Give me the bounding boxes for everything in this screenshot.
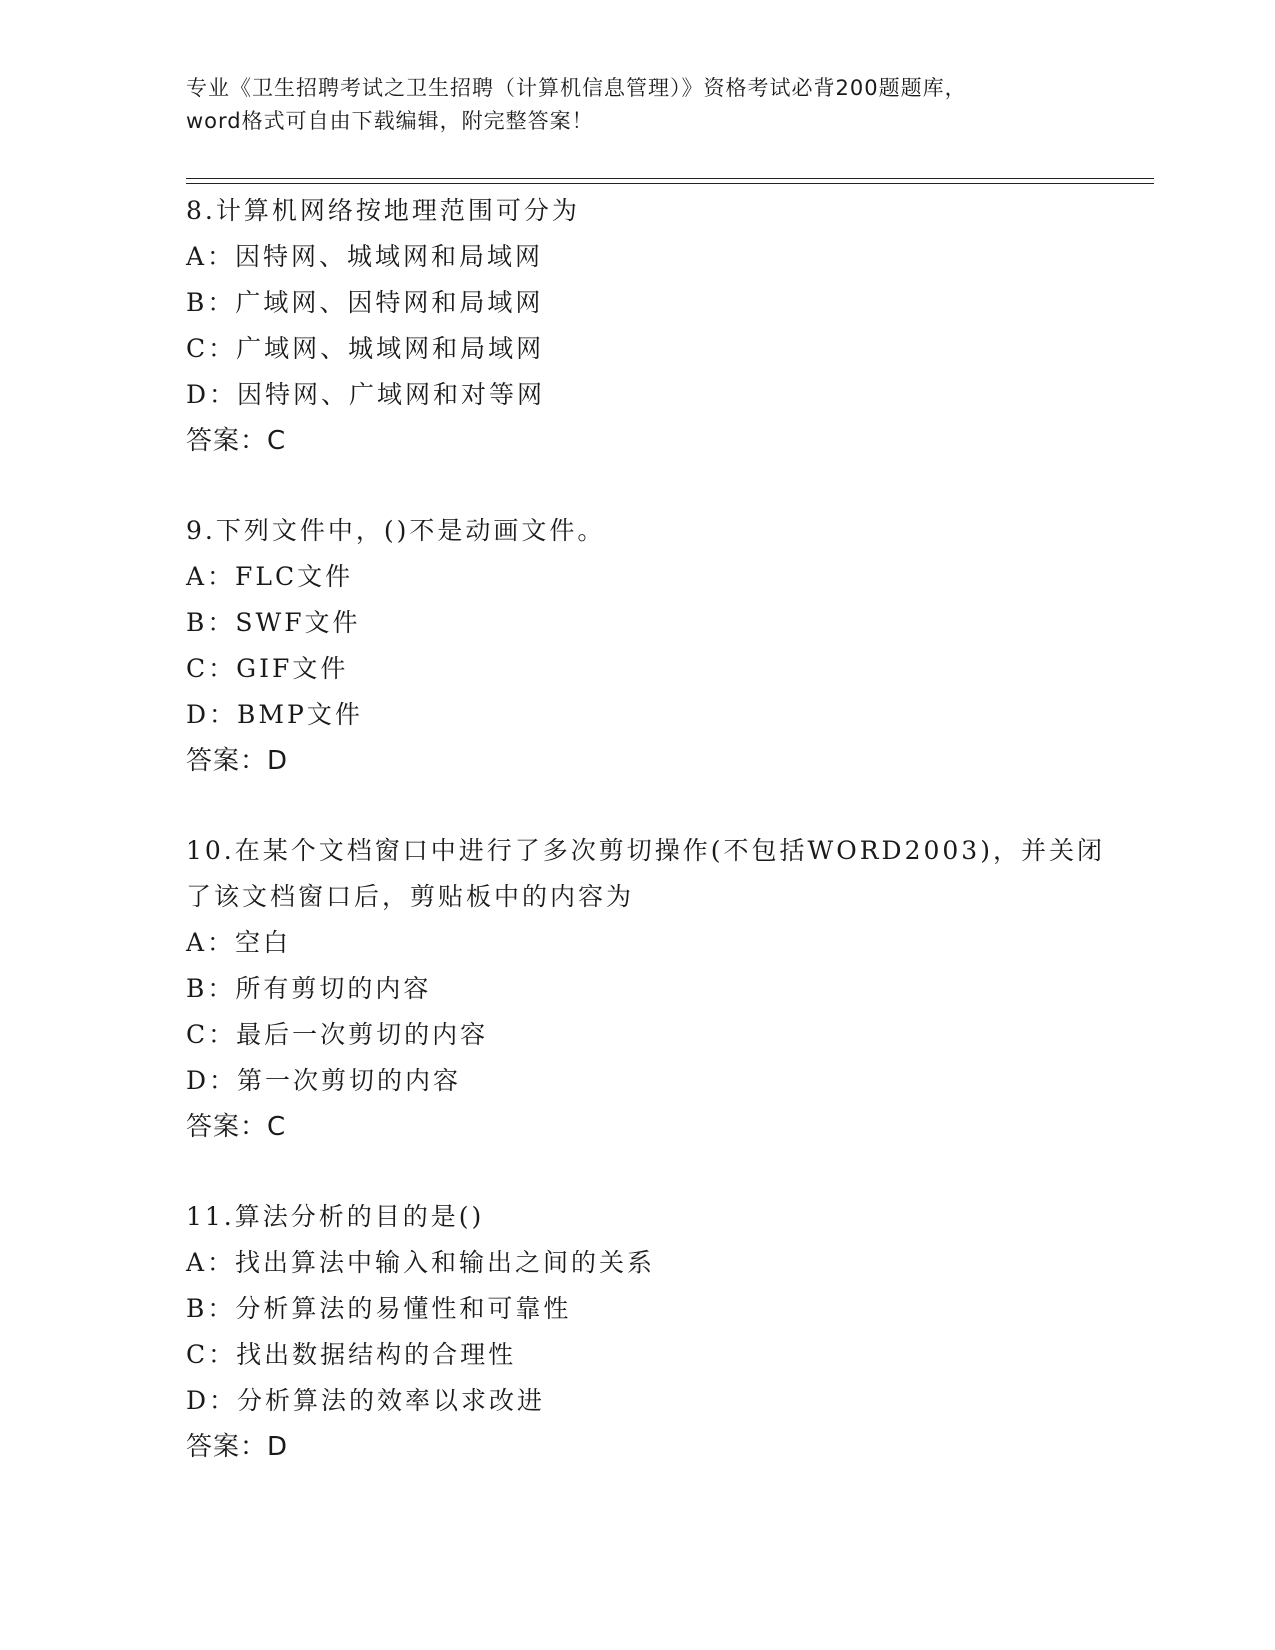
option-c: C：找出数据结构的合理性 [186, 1340, 517, 1369]
option-d: D：第一次剪切的内容 [186, 1066, 462, 1095]
answer-line: 答案：D [186, 746, 289, 776]
option-c: C：GIF文件 [186, 654, 349, 683]
question-block [186, 1194, 1086, 1470]
header-line-1: 专业《卫生招聘考试之卫生招聘（计算机信息管理）》资格考试必背200题题库， [186, 76, 967, 100]
question-text: 8.计算机网络按地理范围可分为 [186, 196, 580, 225]
option-a: A：因特网、城域网和局域网 [186, 242, 544, 271]
option-b: B：所有剪切的内容 [186, 974, 432, 1003]
option-b: B：分析算法的易懂性和可靠性 [186, 1294, 572, 1323]
option-a: A：空白 [186, 928, 292, 957]
option-d: D：因特网、广域网和对等网 [186, 380, 546, 409]
question-text: 9.下列文件中，()不是动画文件。 [186, 516, 606, 545]
option-d: D：BMP文件 [186, 700, 363, 729]
question-text-continued: 了该文档窗口后，剪贴板中的内容为 [186, 882, 635, 911]
question-block [186, 828, 1105, 1150]
header-divider-top [186, 178, 1154, 179]
question-text: 10.在某个文档窗口中进行了多次剪切操作(不包括WORD2003)，并关闭 [186, 836, 1105, 865]
option-d: D：分析算法的效率以求改进 [186, 1386, 546, 1415]
option-a: A：找出算法中输入和输出之间的关系 [186, 1248, 656, 1277]
answer-line: 答案：C [186, 1112, 287, 1142]
document-header [186, 72, 1086, 138]
header-divider-bottom [186, 183, 1154, 184]
question-text: 11.算法分析的目的是() [186, 1202, 485, 1231]
header-line-2: word格式可自由下载编辑，附完整答案！ [186, 109, 594, 133]
answer-line: 答案：C [186, 426, 287, 456]
option-c: C：最后一次剪切的内容 [186, 1020, 489, 1049]
question-block [186, 508, 1086, 784]
option-c: C：广域网、城域网和局域网 [186, 334, 545, 363]
answer-line: 答案：D [186, 1432, 289, 1462]
question-list [186, 188, 1105, 1470]
option-a: A：FLC文件 [186, 562, 354, 591]
option-b: B：广域网、因特网和局域网 [186, 288, 544, 317]
option-b: B：SWF文件 [186, 608, 361, 637]
question-block [186, 188, 1086, 464]
